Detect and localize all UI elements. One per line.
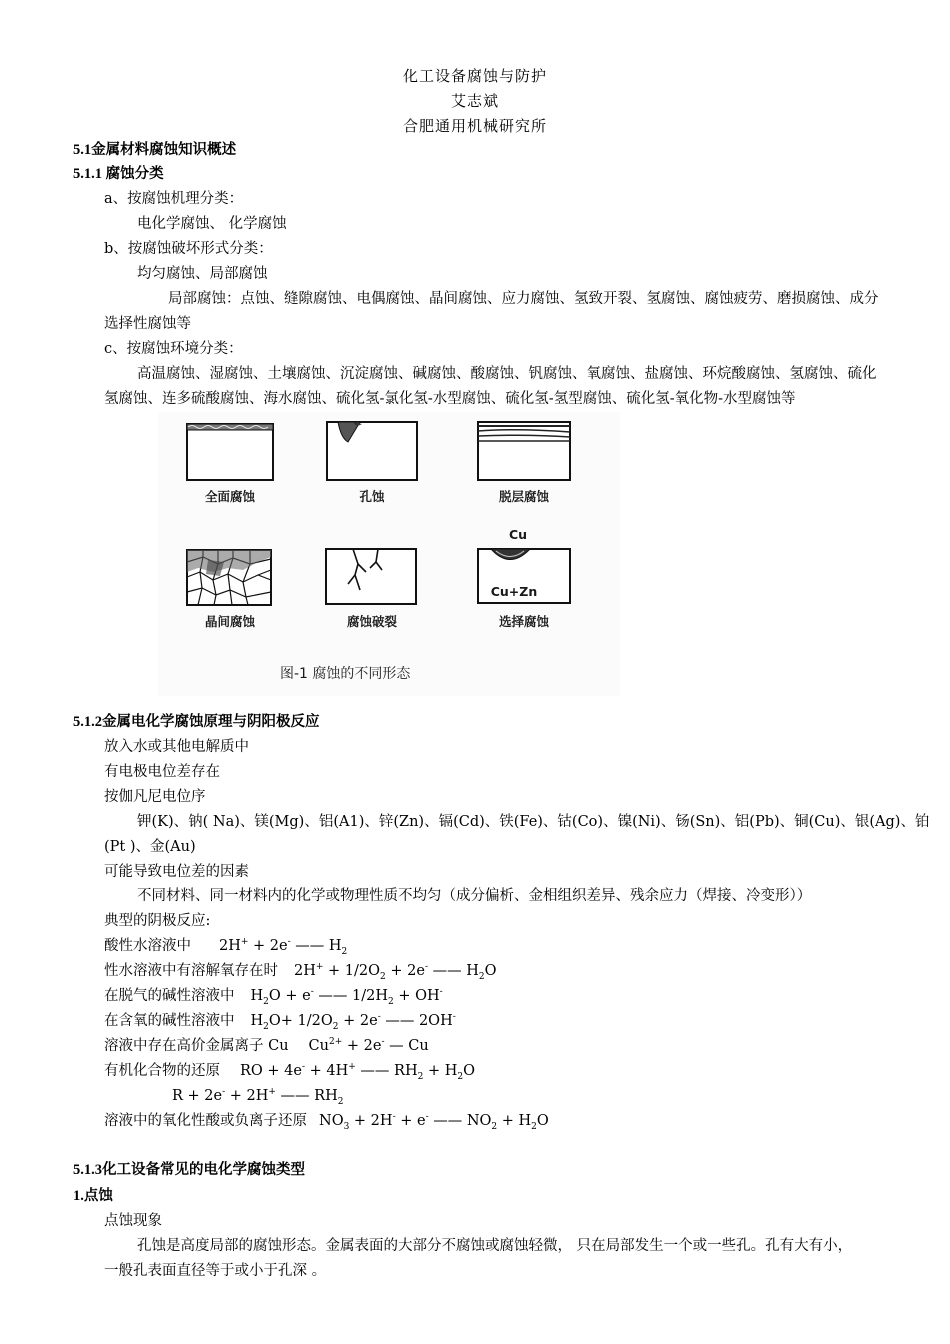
condition-potential-difference: 有电极电位差存在 (104, 764, 220, 780)
document-author: 艾志斌 (450, 92, 499, 110)
reaction-deaerated-alkaline (104, 986, 443, 1006)
pitting-text-line-1: 孔蚀是高度局部的腐蚀形态。金属表面的大部分不腐蚀或腐蚀轻微， 只在局部发生一个或一些孔。孔有大有小， (137, 1238, 853, 1254)
local-corrosion-line-2: 选择性腐蚀等 (104, 316, 191, 332)
reaction-metal-ion-equation: $Cu^{2+} + 2e^-$ — Cu (308, 1037, 429, 1054)
figure-label-uniform: 全面腐蚀 (204, 489, 256, 504)
classification-b-items: 均匀腐蚀、局部腐蚀 (137, 266, 268, 282)
classification-a-label: a、按腐蚀机理分类： (104, 191, 244, 207)
pitting-subheading: 1.点蚀 (73, 1188, 113, 1204)
reaction-oxidizing-acid-label: 溶液中的氧化性酸或负离子还原 (104, 1113, 307, 1129)
cathode-reactions-label: 典型的阴极反应: (104, 913, 211, 929)
reaction-dissolved-oxygen (104, 961, 496, 981)
cu-label: Cu (508, 527, 528, 542)
stress-cracking-box (326, 549, 416, 604)
figure-label-intergranular: 晶间腐蚀 (204, 614, 256, 629)
reaction-dissolved-oxygen-equation: $2H^+ + 1/2O_2 + 2e^-$ —— $H_2O$ (294, 962, 497, 982)
reaction-acidic (104, 936, 347, 956)
reaction-acidic-label: 酸性水溶液中 (104, 938, 191, 954)
reaction-oxidizing-acid-equation: $NO_3 + 2H^- + e^-$ —— $NO_2 + H_2O$ (319, 1112, 549, 1132)
reaction-oxygenated-alkaline-label: 在含氧的碱性溶液中 (104, 1013, 235, 1029)
section-5-1-3-heading: 5.1.3化工设备常见的电化学腐蚀类型 (73, 1162, 305, 1178)
reaction-organic-2: R + 2e- + 2H+ —— $RH_2$ (172, 1087, 344, 1107)
figure-caption: 图-1 腐蚀的不同形态 (280, 666, 411, 682)
reaction-metal-ion-label: 溶液中存在高价金属离子 Cu (104, 1038, 289, 1054)
figure-label-stress-cracking: 腐蚀破裂 (346, 614, 398, 629)
figure-label-exfoliation: 脱层腐蚀 (498, 489, 550, 504)
pitting-phenomenon-label: 点蚀现象 (104, 1213, 162, 1229)
reaction-organic (104, 1061, 475, 1081)
corrosion-forms-diagram (158, 412, 620, 696)
document-title: 化工设备腐蚀与防护 (402, 67, 547, 85)
document-institute: 合肥通用机械研究所 (402, 117, 547, 135)
section-5-1-heading: 5.1金属材料腐蚀知识概述 (73, 142, 237, 158)
condition-electrolyte: 放入水或其他电解质中 (104, 739, 249, 755)
galvanic-series-line-2: (Pt )、金(Au) (104, 839, 196, 855)
classification-b-label: b、按腐蚀破坏形式分类： (104, 241, 273, 257)
classification-a-items: 电化学腐蚀、 化学腐蚀 (137, 216, 287, 232)
reaction-dissolved-oxygen-label: 性水溶液中有溶解氧存在时 (104, 963, 278, 979)
potential-factors-label: 可能导致电位差的因素 (104, 864, 249, 880)
reaction-acidic-equation: 2H+ + 2e- —— $H_2$ (219, 937, 348, 957)
galvanic-series-label: 按伽凡尼电位序 (104, 789, 206, 805)
environment-corrosion-line-2: 氢腐蚀、连多硫酸腐蚀、海水腐蚀、硫化氢-氯化氢-水型腐蚀、硫化氢-氢型腐蚀、硫化氢-氧化物-水型腐蚀等 (104, 391, 796, 407)
galvanic-series-line-1: 钾(K)、钠( Na)、镁(Mg)、铝(A1)、锌(Zn)、镉(Cd)、铁(Fe)、钴(Co)、镍(Ni)、钖(Sn)、铝(Pb)、铜(Cu)、银(Ag)、铂 (137, 814, 930, 830)
classification-c-label: c、按腐蚀环境分类： (104, 341, 243, 357)
figure-label-selective: 选择腐蚀 (498, 614, 550, 629)
potential-factors-text: 不同材料、同一材料内的化学或物理性质不均匀（成分偏析、金相组织差异、残余应力（焊接、冷变形）） (137, 888, 812, 904)
reaction-deaerated-alkaline-label: 在脱气的碱性溶液中 (104, 988, 235, 1004)
reaction-deaerated-alkaline-equation: $H_2O + e^-$ —— $1/2H_2 + OH^-$ (250, 987, 443, 1007)
uniform-corrosion-box (187, 424, 273, 480)
local-corrosion-line-1: 局部腐蚀：点蚀、缝隙腐蚀、电偶腐蚀、晶间腐蚀、应力腐蚀、氢致开裂、氢腐蚀、腐蚀疲劳、磨损腐蚀、成分 (168, 291, 879, 307)
section-5-1-1-heading: 5.1.1 腐蚀分类 (73, 166, 164, 182)
reaction-organic-equation: RO + 4e- + 4H+ —— $RH_2 + H_2O$ (240, 1062, 475, 1082)
cu-zn-label: Cu+Zn (490, 584, 538, 599)
reaction-oxidizing-acid (104, 1111, 549, 1131)
reaction-metal-ion (104, 1036, 429, 1056)
section-5-1-2-heading: 5.1.2金属电化学腐蚀原理与阴阳极反应 (73, 714, 320, 730)
environment-corrosion-line-1: 高温腐蚀、湿腐蚀、土壤腐蚀、沉淀腐蚀、碱腐蚀、酸腐蚀、钒腐蚀、氧腐蚀、盐腐蚀、环烷酸腐蚀、氢腐蚀、硫化 (137, 366, 877, 382)
reaction-organic-label: 有机化合物的还原 (104, 1063, 220, 1079)
figure-label-pitting: 孔蚀 (359, 489, 385, 504)
reaction-oxygenated-alkaline-equation: $H_2O+ 1/2O_2 + 2e^-$ —— 2OH- (250, 1012, 456, 1032)
pitting-text-line-2: 一般孔表面直径等于或小于孔深 。 (104, 1263, 327, 1279)
reaction-oxygenated-alkaline (104, 1011, 456, 1031)
corrosion-forms-figure (158, 412, 620, 696)
